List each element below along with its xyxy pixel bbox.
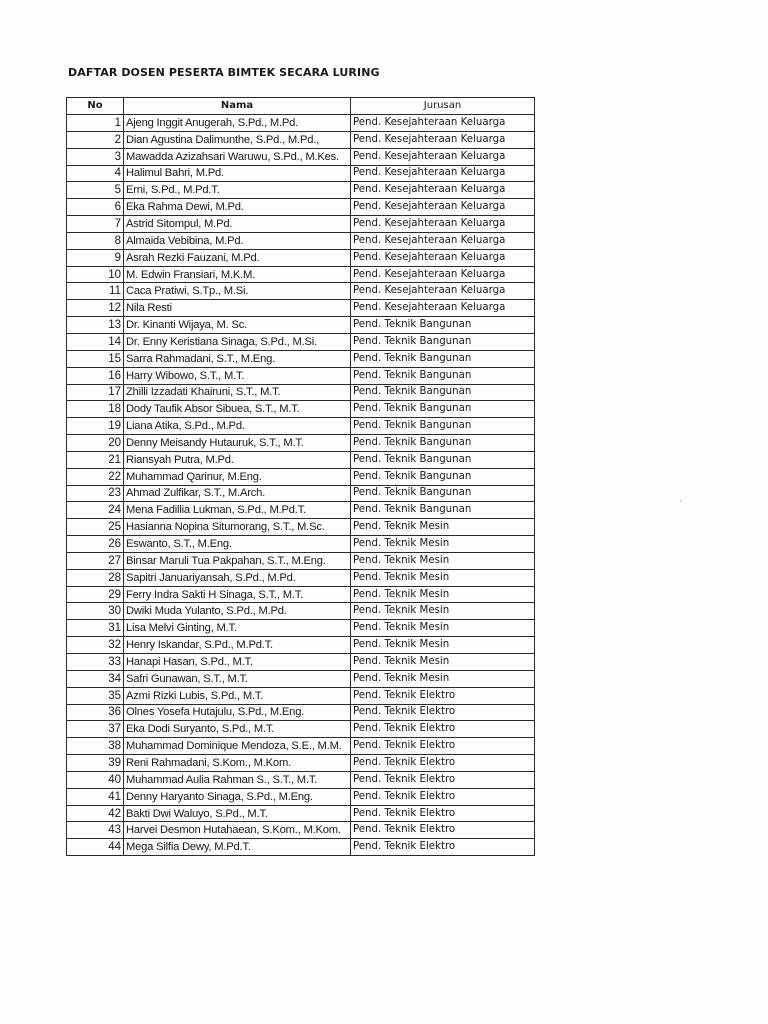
cell-nama: Denny Meisandy Hutauruk, S.T., M.T. xyxy=(124,435,351,452)
table-row xyxy=(67,401,535,418)
cell-jurusan: Pend. Teknik Elektro xyxy=(351,839,535,856)
cell-no: 8 xyxy=(67,232,124,249)
cell-jurusan: Pend. Teknik Mesin xyxy=(351,586,535,603)
cell-no: 40 xyxy=(67,771,124,788)
cell-nama: Erni, S.Pd., M.Pd.T. xyxy=(124,182,351,199)
cell-nama: Mena Fadillia Lukman, S.Pd., M.Pd.T. xyxy=(124,502,351,519)
document-title: DAFTAR DOSEN PESERTA BIMTEK SECARA LURING xyxy=(68,66,380,79)
cell-jurusan: Pend. Teknik Elektro xyxy=(351,771,535,788)
cell-nama: Nila Resti xyxy=(124,300,351,317)
table-row xyxy=(67,199,535,216)
cell-nama: Ferry Indra Sakti H Sinaga, S.T., M.T. xyxy=(124,586,351,603)
cell-no: 19 xyxy=(67,418,124,435)
cell-jurusan: Pend. Kesejahteraan Keluarga xyxy=(351,216,535,233)
cell-jurusan: Pend. Kesejahteraan Keluarga xyxy=(351,283,535,300)
cell-nama: Hanapi Hasan, S.Pd., M.T. xyxy=(124,654,351,671)
cell-nama: Denny Haryanto Sinaga, S.Pd., M.Eng. xyxy=(124,788,351,805)
table-row xyxy=(67,300,535,317)
cell-nama: Henry Iskandar, S.Pd., M.Pd.T. xyxy=(124,637,351,654)
cell-no: 1 xyxy=(67,115,124,132)
cell-nama: Dody Taufik Absor Sibuea, S.T., M.T. xyxy=(124,401,351,418)
cell-nama: Safri Gunawan, S.T., M.T. xyxy=(124,670,351,687)
cell-jurusan: Pend. Teknik Elektro xyxy=(351,687,535,704)
table-row xyxy=(67,435,535,452)
cell-no: 15 xyxy=(67,350,124,367)
cell-no: 31 xyxy=(67,620,124,637)
cell-nama: Azmi Rizki Lubis, S.Pd., M.T. xyxy=(124,687,351,704)
cell-nama: Binsar Maruli Tua Pakpahan, S.T., M.Eng. xyxy=(124,552,351,569)
cell-nama: Harvei Desmon Hutahaean, S.Kom., M.Kom. xyxy=(124,822,351,839)
cell-nama: Reni Rahmadani, S.Kom., M.Kom. xyxy=(124,755,351,772)
cell-nama: Dian Agustina Dalimunthe, S.Pd., M.Pd., xyxy=(124,131,351,148)
cell-nama: Almaida Vebibina, M.Pd. xyxy=(124,232,351,249)
cell-no: 3 xyxy=(67,148,124,165)
cell-jurusan: Pend. Teknik Mesin xyxy=(351,620,535,637)
cell-jurusan: Pend. Teknik Mesin xyxy=(351,637,535,654)
cell-no: 36 xyxy=(67,704,124,721)
cell-jurusan: Pend. Kesejahteraan Keluarga xyxy=(351,199,535,216)
table-header-row xyxy=(67,98,535,115)
cell-jurusan: Pend. Teknik Bangunan xyxy=(351,435,535,452)
cell-nama: M. Edwin Fransiari, M.K.M. xyxy=(124,266,351,283)
table-row xyxy=(67,603,535,620)
cell-nama: Asrah Rezki Fauzani, M.Pd. xyxy=(124,249,351,266)
cell-jurusan: Pend. Kesejahteraan Keluarga xyxy=(351,249,535,266)
cell-jurusan: Pend. Teknik Elektro xyxy=(351,721,535,738)
cell-no: 12 xyxy=(67,300,124,317)
cell-jurusan: Pend. Teknik Bangunan xyxy=(351,367,535,384)
table-row xyxy=(67,569,535,586)
cell-nama: Bakti Dwi Waluyo, S.Pd., M.T. xyxy=(124,805,351,822)
cell-jurusan: Pend. Teknik Bangunan xyxy=(351,502,535,519)
table-row xyxy=(67,788,535,805)
table-row xyxy=(67,384,535,401)
cell-nama: Dr. Enny Keristiana Sinaga, S.Pd., M.Si. xyxy=(124,333,351,350)
table-row xyxy=(67,165,535,182)
cell-no: 42 xyxy=(67,805,124,822)
cell-no: 5 xyxy=(67,182,124,199)
cell-nama: Mawadda Azizahsari Waruwu, S.Pd., M.Kes. xyxy=(124,148,351,165)
cell-jurusan: Pend. Teknik Bangunan xyxy=(351,384,535,401)
cell-nama: Ajeng Inggit Anugerah, S.Pd., M.Pd. xyxy=(124,115,351,132)
table-row xyxy=(67,687,535,704)
cell-jurusan: Pend. Kesejahteraan Keluarga xyxy=(351,115,535,132)
table-row xyxy=(67,131,535,148)
table-row xyxy=(67,536,535,553)
cell-nama: Dwiki Muda Yulanto, S.Pd., M.Pd. xyxy=(124,603,351,620)
cell-nama: Dr. Kinanti Wijaya, M. Sc. xyxy=(124,317,351,334)
cell-jurusan: Pend. Teknik Mesin xyxy=(351,569,535,586)
cell-jurusan: Pend. Kesejahteraan Keluarga xyxy=(351,300,535,317)
cell-jurusan: Pend. Kesejahteraan Keluarga xyxy=(351,165,535,182)
cell-no: 9 xyxy=(67,249,124,266)
cell-jurusan: Pend. Teknik Mesin xyxy=(351,670,535,687)
table-row xyxy=(67,451,535,468)
table-row xyxy=(67,115,535,132)
table-row xyxy=(67,182,535,199)
cell-no: 43 xyxy=(67,822,124,839)
table-row xyxy=(67,771,535,788)
table-row xyxy=(67,755,535,772)
cell-nama: Astrid Sitompul, M.Pd. xyxy=(124,216,351,233)
cell-no: 13 xyxy=(67,317,124,334)
cell-jurusan: Pend. Teknik Elektro xyxy=(351,738,535,755)
cell-nama: Sarra Rahmadani, S.T., M.Eng. xyxy=(124,350,351,367)
cell-jurusan: Pend. Teknik Bangunan xyxy=(351,485,535,502)
cell-jurusan: Pend. Kesejahteraan Keluarga xyxy=(351,131,535,148)
cell-jurusan: Pend. Teknik Bangunan xyxy=(351,468,535,485)
column-header-jurusan: Jurusan xyxy=(351,98,535,115)
cell-nama: Eka Dodi Suryanto, S.Pd., M.T. xyxy=(124,721,351,738)
cell-no: 32 xyxy=(67,637,124,654)
cell-jurusan: Pend. Teknik Bangunan xyxy=(351,418,535,435)
cell-no: 29 xyxy=(67,586,124,603)
cell-no: 37 xyxy=(67,721,124,738)
cell-no: 11 xyxy=(67,283,124,300)
cell-jurusan: Pend. Teknik Bangunan xyxy=(351,350,535,367)
table-row xyxy=(67,637,535,654)
table-row xyxy=(67,283,535,300)
cell-no: 17 xyxy=(67,384,124,401)
table-row xyxy=(67,670,535,687)
cell-no: 6 xyxy=(67,199,124,216)
cell-jurusan: Pend. Teknik Elektro xyxy=(351,805,535,822)
cell-no: 18 xyxy=(67,401,124,418)
cell-nama: Halimul Bahri, M.Pd. xyxy=(124,165,351,182)
cell-jurusan: Pend. Teknik Mesin xyxy=(351,536,535,553)
cell-jurusan: Pend. Teknik Bangunan xyxy=(351,333,535,350)
cell-jurusan: Pend. Kesejahteraan Keluarga xyxy=(351,182,535,199)
cell-no: 44 xyxy=(67,839,124,856)
cell-no: 28 xyxy=(67,569,124,586)
cell-no: 35 xyxy=(67,687,124,704)
cell-jurusan: Pend. Teknik Elektro xyxy=(351,755,535,772)
cell-jurusan: Pend. Kesejahteraan Keluarga xyxy=(351,266,535,283)
cell-no: 7 xyxy=(67,216,124,233)
participant-table xyxy=(66,97,535,856)
cell-nama: Muhammad Aulia Rahman S., S.T., M.T. xyxy=(124,771,351,788)
cell-jurusan: Pend. Teknik Mesin xyxy=(351,519,535,536)
cell-no: 16 xyxy=(67,367,124,384)
table-row xyxy=(67,249,535,266)
cell-jurusan: Pend. Teknik Mesin xyxy=(351,552,535,569)
cell-no: 30 xyxy=(67,603,124,620)
cell-jurusan: Pend. Teknik Mesin xyxy=(351,654,535,671)
table-row xyxy=(67,266,535,283)
cell-no: 2 xyxy=(67,131,124,148)
cell-jurusan: Pend. Teknik Bangunan xyxy=(351,401,535,418)
cell-no: 24 xyxy=(67,502,124,519)
cell-jurusan: Pend. Teknik Bangunan xyxy=(351,317,535,334)
table-row xyxy=(67,148,535,165)
cell-no: 10 xyxy=(67,266,124,283)
table-row xyxy=(67,552,535,569)
table-row xyxy=(67,485,535,502)
cell-jurusan: Pend. Teknik Elektro xyxy=(351,704,535,721)
cell-jurusan: Pend. Kesejahteraan Keluarga xyxy=(351,148,535,165)
cell-no: 23 xyxy=(67,485,124,502)
cell-no: 20 xyxy=(67,435,124,452)
table-row xyxy=(67,620,535,637)
table-row xyxy=(67,468,535,485)
cell-no: 33 xyxy=(67,654,124,671)
cell-jurusan: Pend. Teknik Mesin xyxy=(351,603,535,620)
cell-nama: Harry Wibowo, S.T., M.T. xyxy=(124,367,351,384)
cell-nama: Muhammad Dominique Mendoza, S.E., M.M. xyxy=(124,738,351,755)
cell-nama: Hasianna Nopina Situmorang, S.T., M.Sc. xyxy=(124,519,351,536)
table-row xyxy=(67,822,535,839)
cell-nama: Liana Atika, S.Pd., M.Pd. xyxy=(124,418,351,435)
table-row xyxy=(67,721,535,738)
cell-no: 41 xyxy=(67,788,124,805)
cell-jurusan: Pend. Teknik Bangunan xyxy=(351,451,535,468)
table-row xyxy=(67,232,535,249)
cell-nama: Eka Rahma Dewi, M.Pd. xyxy=(124,199,351,216)
cell-nama: Sapitri Januariyansah, S.Pd., M.Pd. xyxy=(124,569,351,586)
cell-nama: Caca Pratiwi, S.Tp., M.Si. xyxy=(124,283,351,300)
cell-jurusan: Pend. Kesejahteraan Keluarga xyxy=(351,232,535,249)
cell-no: 22 xyxy=(67,468,124,485)
table-row xyxy=(67,216,535,233)
cell-no: 25 xyxy=(67,519,124,536)
table-row xyxy=(67,418,535,435)
cell-no: 14 xyxy=(67,333,124,350)
cell-nama: Mega Silfia Dewy, M.Pd.T. xyxy=(124,839,351,856)
table-row xyxy=(67,350,535,367)
table-row xyxy=(67,367,535,384)
cell-no: 38 xyxy=(67,738,124,755)
cell-no: 27 xyxy=(67,552,124,569)
cell-nama: Riansyah Putra, M.Pd. xyxy=(124,451,351,468)
cell-nama: Muhammad Qarinur, M.Eng. xyxy=(124,468,351,485)
table-body xyxy=(67,115,535,856)
cell-no: 4 xyxy=(67,165,124,182)
cell-no: 34 xyxy=(67,670,124,687)
table-row xyxy=(67,317,535,334)
cell-no: 21 xyxy=(67,451,124,468)
table-row xyxy=(67,805,535,822)
cell-no: 26 xyxy=(67,536,124,553)
cell-nama: Zhilli Izzadati Khairuni, S.T., M.T. xyxy=(124,384,351,401)
cell-nama: Olnes Yosefa Hutajulu, S.Pd., M.Eng. xyxy=(124,704,351,721)
scan-speck xyxy=(680,500,682,501)
cell-nama: Ahmad Zulfikar, S.T., M.Arch. xyxy=(124,485,351,502)
cell-no: 39 xyxy=(67,755,124,772)
column-header-nama: Nama xyxy=(124,98,351,115)
cell-nama: Lisa Melvi Ginting, M.T. xyxy=(124,620,351,637)
table-row xyxy=(67,654,535,671)
table-row xyxy=(67,704,535,721)
table-row xyxy=(67,586,535,603)
table-row xyxy=(67,502,535,519)
cell-jurusan: Pend. Teknik Elektro xyxy=(351,788,535,805)
cell-nama: Eswanto, S.T., M.Eng. xyxy=(124,536,351,553)
table-row xyxy=(67,839,535,856)
table-row xyxy=(67,738,535,755)
cell-jurusan: Pend. Teknik Elektro xyxy=(351,822,535,839)
column-header-no: No xyxy=(67,98,124,115)
table-row xyxy=(67,519,535,536)
table-row xyxy=(67,333,535,350)
